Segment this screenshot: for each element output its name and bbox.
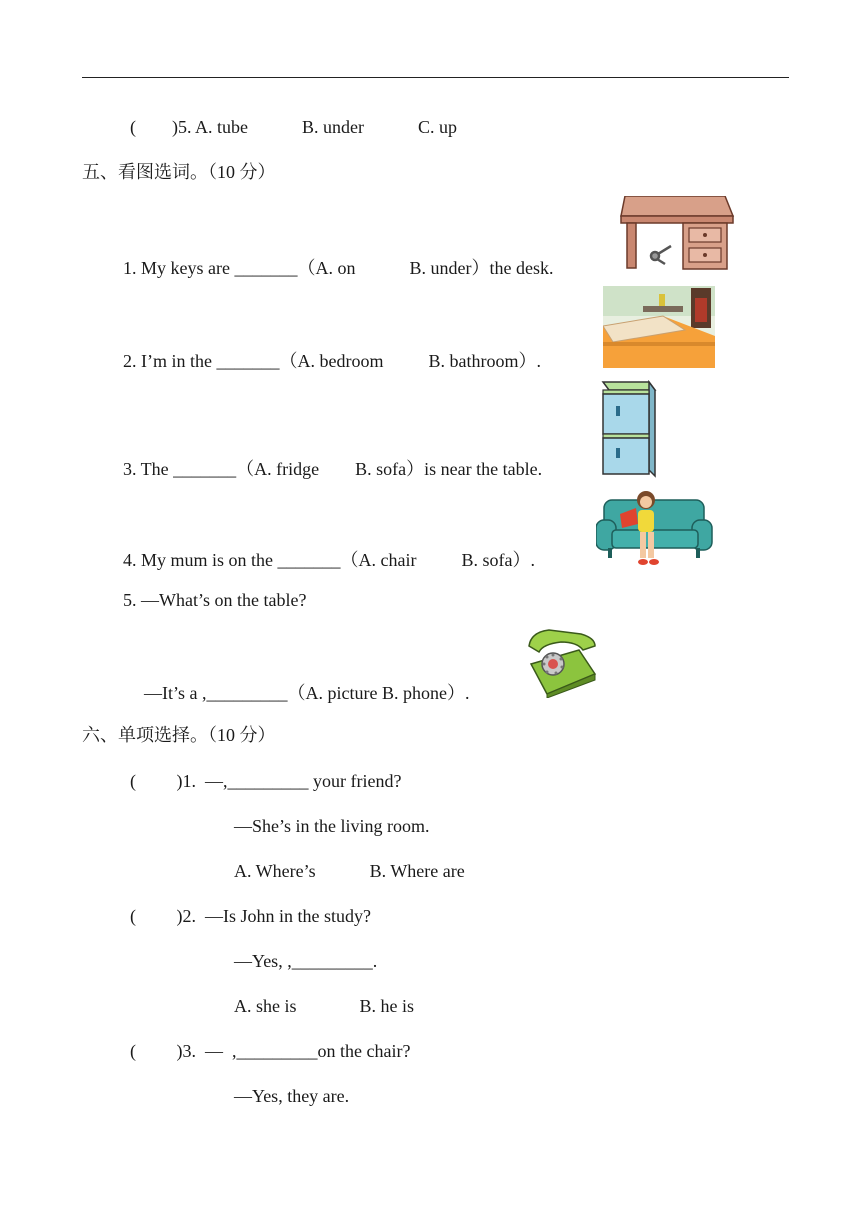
section6-question1-reply: —She’s in the living room. bbox=[234, 816, 430, 836]
section4-item5: ( )5. A. tube B. under C. up bbox=[130, 117, 457, 137]
section6-question2: ( )2. —Is John in the study? bbox=[130, 906, 371, 926]
woman-sofa-illustration bbox=[596, 490, 714, 570]
bedroom-illustration bbox=[603, 286, 715, 368]
section5-question1: 1. My keys are _______（A. on B. under）the desk. bbox=[123, 258, 554, 278]
section6-question1: ( )1. —,_________ your friend? bbox=[130, 771, 402, 791]
section5-question4: 4. My mum is on the _______（A. chair B. sofa）. bbox=[123, 550, 535, 570]
telephone-illustration bbox=[525, 628, 599, 698]
section6-question1-options: A. Where’s B. Where are bbox=[234, 861, 465, 881]
section6-question2-reply: —Yes, ,_________. bbox=[234, 951, 378, 971]
section6-question3-reply: —Yes, they are. bbox=[234, 1086, 350, 1106]
section6-question2-options: A. she is B. he is bbox=[234, 996, 414, 1016]
section5-heading: 五、看图选词。（10 分） bbox=[82, 162, 276, 182]
section6-heading: 六、单项选择。（10 分） bbox=[82, 725, 276, 745]
section5-question5-answer: —It’s a ,_________（A. picture B. phone）. bbox=[144, 683, 470, 703]
fridge-illustration bbox=[601, 380, 657, 478]
section5-question3: 3. The _______（A. fridge B. sofa）is near the table. bbox=[123, 459, 543, 479]
desk-keys-illustration bbox=[619, 196, 735, 272]
header-rule bbox=[82, 77, 789, 78]
section6-question3: ( )3. — ,_________on the chair? bbox=[130, 1041, 411, 1061]
section5-question5-prompt: 5. —What’s on the table? bbox=[123, 590, 307, 610]
section5-question2: 2. I’m in the _______（A. bedroom B. bathroom）. bbox=[123, 351, 541, 371]
